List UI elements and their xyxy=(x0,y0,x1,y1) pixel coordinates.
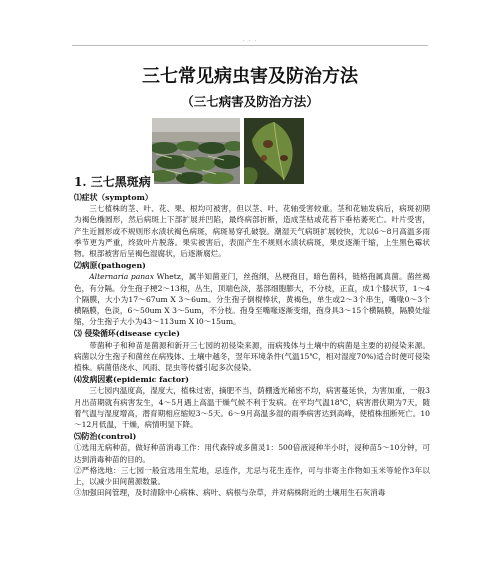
pathogen-heading: ⑵病原(pathogen) xyxy=(74,261,146,271)
epidemic-heading: ⑷发病因素(epidemic factor) xyxy=(74,375,189,385)
epidemic-paragraph: 三七园内温度高，湿度大，植株过密，摘肥不当，荫棚透光稀密不均，病害蔓延快，为害加重，一般3月出苗期就有病害发生，4～5月遇上高温干燥气候不利于发病。在平均气温18℃，病害潜伏期为7天，随着气温与湿度增高，潜育期相应缩短3～5天。6～9月高温多湿的雨季病害达到高峰，使植株扭断死亡。10～12月低温，干燥，病情明显下降。 xyxy=(74,386,430,430)
header-rule xyxy=(72,45,428,46)
control-heading: ⑸防治(control) xyxy=(74,432,137,442)
cycle-heading: ⑶ 侵染循环(disease cycle) xyxy=(74,329,180,339)
section-heading: 1. 三七黑斑病 xyxy=(74,173,154,190)
page-title: 三七常见病虫害及防治方法 xyxy=(142,66,358,87)
cycle-paragraph: 带菌种子和种苗是菌源和新开三七园的初侵染来源，而病残体与土壤中的病菌是主要的初侵染来源。病菌以分生孢子和菌丝在病残体、土壤中越冬，翌年环境条件(气温15℃，相对湿度70%)适合时便可侵染植株。病菌借浇水、风雨、昆虫等传播引起多次侵染。 xyxy=(74,340,430,373)
pathogen-paragraph xyxy=(74,271,430,327)
control-item: ①选用无病种苗，做好种苗消毒工作：用代森锌或多菌灵1：500倍液浸种半小时，浸种苗5～10分钟，可达到消毒种苗的目的。 xyxy=(74,443,430,464)
sanqi-diseased-leaf-photo xyxy=(244,118,304,184)
pathogen-description: Whetz，属半知菌亚门，丝孢纲，丛梗孢目，暗色菌科，链格孢属真菌。菌丝褐色，有分隔。分生孢子梗2～13根，丛生，顶端色淡，基部细胞膨大，不分枝，正直，成1个膝状节，1～4个隔膜，大小为17～67um X 3～6um。分生孢子倒棍棒状，黄褐色，单生或2～3个串生，嘴喙0～3个横隔膜，色淡，6～50um X 3～5um，不分枝。孢身至嘴喙逐渐变细，孢身具3～15个横隔膜，隔膜处缢缩，分生孢子大小为43～113um X l0～15um。 xyxy=(74,272,430,327)
page-subtitle: （三七病害及防治方法） xyxy=(181,94,319,109)
header-dots: · · · xyxy=(242,38,258,45)
symptom-paragraph: 三七植株的茎、叶、花、果、根均可被害，但以茎、叶、花轴受害较重。茎和花轴发病后，病斑初期为褐色椭圆形，然后病斑上下部扩展并凹陷，最终病部折断，造成茎枯或花苔下垂枯萎死亡。叶片受害，产生近圆形或不规则形水渍状褐色病斑，病斑易穿孔破裂。潮湿天气病斑扩展较快，尤以6～8月高温多雨季节更为严重，终致叶片脱落。果实被害后，表面产生不规则水渍状病斑，果皮逐渐干缩，上生黑色霉状物。根部被害后呈褐色湿腐状，后逐渐腐烂。 xyxy=(74,204,430,259)
control-item: ③加强田间管理，及时清除中心病株、病叶、病根与杂草，并对病株附近的土壤用生石灰消毒 xyxy=(74,488,386,498)
pathogen-species-name: Alternaria panax xyxy=(89,272,154,282)
control-item: ②严格选地：三七园一般宜选用生荒地，忌连作，尤忌与花生连作，可与非寄主作物如玉米等轮作3年以上，以减少田间菌源数量。 xyxy=(74,465,430,487)
section-body xyxy=(74,191,430,498)
symptom-heading: ⑴症状（symptom） xyxy=(74,193,153,202)
sanqi-field-photo xyxy=(152,118,240,184)
